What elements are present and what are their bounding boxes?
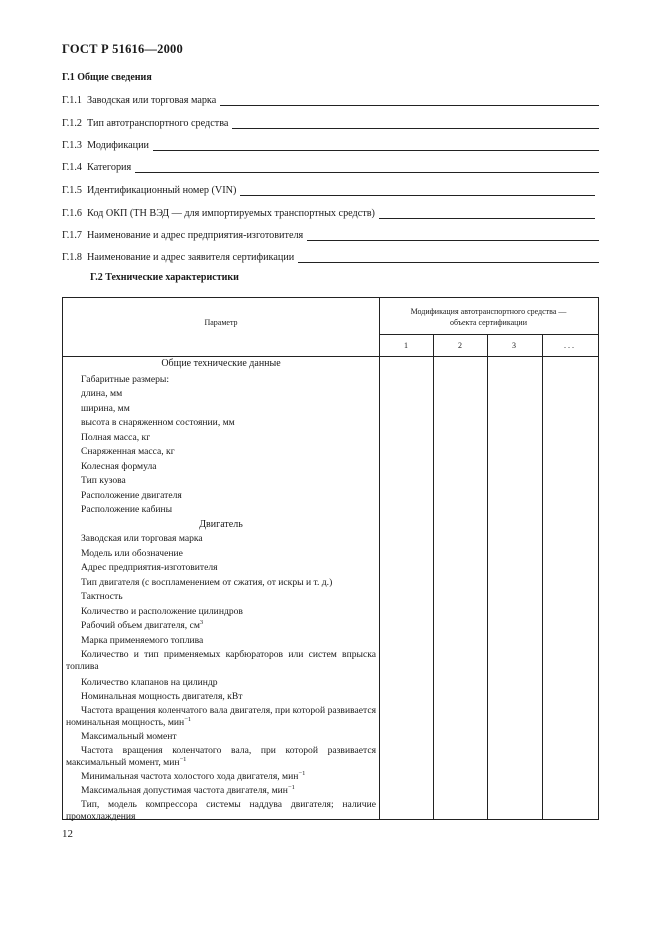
table-row	[66, 785, 376, 797]
field-label: Идентификационный номер (VIN)	[87, 185, 237, 196]
table-row: длина, мм	[81, 388, 123, 399]
param-header: Параметр	[204, 318, 238, 327]
column-3-header: 3	[512, 341, 516, 350]
table-row: Марка применяемого топлива	[81, 635, 204, 646]
fill-line	[232, 119, 599, 129]
column-divider	[487, 334, 488, 819]
field-number: Г.1.7	[62, 230, 83, 241]
group-title-engine: Двигатель	[199, 519, 243, 530]
superscript: −1	[179, 756, 187, 763]
fill-line	[298, 253, 599, 263]
document-header: ГОСТ Р 51616—2000	[62, 42, 183, 56]
technical-specs-table	[62, 297, 599, 820]
field-number: Г.1.8	[62, 252, 83, 263]
table-row: Тактность	[81, 591, 123, 602]
table-row: Расположение двигателя	[81, 490, 182, 501]
table-row: Адрес предприятия-изготовителя	[81, 562, 218, 573]
section-title-g1: Г.1 Общие сведения	[62, 72, 152, 83]
field-label: Тип автотранспортного средства	[87, 118, 229, 129]
modification-header	[379, 306, 598, 328]
field-number: Г.1.1	[62, 95, 83, 106]
table-row: Количество клапанов на цилиндр	[81, 677, 218, 688]
superscript: −1	[287, 784, 295, 791]
column-more-header: . . .	[564, 341, 574, 350]
modification-header-line1: Модификация автотранспортного средства —	[410, 307, 567, 316]
table-row: Колесная формула	[81, 461, 157, 472]
table-row	[66, 705, 376, 729]
table-row	[66, 620, 376, 632]
field-g1-7	[62, 227, 599, 241]
header-divider	[379, 334, 598, 335]
superscript: −1	[298, 770, 306, 777]
field-label: Наименование и адрес предприятия-изготовителя	[87, 230, 304, 241]
column-divider	[379, 298, 380, 819]
table-row: Габаритные размеры:	[81, 374, 170, 385]
page-number: 12	[62, 828, 73, 840]
table-row: Заводская или торговая марка	[81, 533, 203, 544]
row-text: Частота вращения коленчатого вала двигателя, при которой развивается номинальная мощность, мин	[66, 705, 376, 728]
fill-line	[220, 96, 599, 106]
table-row: Полная масса, кг	[81, 432, 151, 443]
table-row: Тип двигателя (с воспламенением от сжатия, от искры и т. д.)	[81, 577, 333, 588]
column-divider	[433, 334, 434, 819]
table-row	[66, 771, 376, 783]
modification-header-line2: объекта сертификации	[450, 318, 527, 327]
section-title-g2: Г.2 Технические характеристики	[90, 272, 239, 283]
table-row: Количество и расположение цилиндров	[81, 606, 243, 617]
row-text: Максимальная допустимая частота двигателя, мин	[81, 785, 288, 796]
field-label: Модификации	[87, 140, 149, 151]
column-2-header: 2	[458, 341, 462, 350]
field-label: Наименование и адрес заявителя сертификации	[87, 252, 295, 263]
field-number: Г.1.2	[62, 118, 83, 129]
table-row: высота в снаряженном состоянии, мм	[81, 417, 235, 428]
field-g1-5	[62, 182, 595, 196]
field-g1-6	[62, 205, 595, 219]
superscript: −1	[184, 716, 192, 723]
table-row: Тип, модель компрессора системы наддува двигателя; наличие промохлаждения	[66, 799, 376, 822]
field-label: Код ОКП (ТН ВЭД — для импортируемых транспортных средств)	[87, 208, 375, 219]
field-number: Г.1.6	[62, 208, 83, 219]
fill-line	[379, 209, 595, 219]
row-text: Частота вращения коленчатого вала, при которой развивается максимальный момент, мин	[66, 745, 376, 768]
fill-line	[135, 163, 599, 173]
field-g1-4	[62, 159, 599, 173]
fill-line	[307, 231, 599, 241]
field-number: Г.1.4	[62, 162, 83, 173]
table-row	[66, 745, 376, 769]
table-row: Номинальная мощность двигателя, кВт	[81, 691, 243, 702]
table-row: Расположение кабины	[81, 504, 173, 515]
field-g1-2	[62, 115, 599, 129]
row-text: Минимальная частота холостого хода двигателя, мин	[81, 771, 299, 782]
row-text: Рабочий объем двигателя, см	[81, 620, 200, 631]
table-row: ширина, мм	[81, 403, 130, 414]
table-row: Модель или обозначение	[81, 548, 183, 559]
field-g1-3	[62, 137, 599, 151]
table-row: Максимальный момент	[81, 731, 177, 742]
field-number: Г.1.5	[62, 185, 83, 196]
table-row: Снаряженная масса, кг	[81, 446, 175, 457]
header-bottom-line	[63, 356, 598, 357]
field-g1-8	[62, 249, 599, 263]
field-label: Заводская или торговая марка	[87, 95, 217, 106]
table-row: Количество и тип применяемых карбюраторов или систем впрыска топлива	[66, 649, 376, 672]
fill-line	[240, 186, 595, 196]
superscript: 3	[199, 619, 204, 626]
table-row: Тип кузова	[81, 475, 126, 486]
group-title-general: Общие технические данные	[161, 358, 281, 369]
field-g1-1	[62, 92, 599, 106]
column-1-header: 1	[404, 341, 408, 350]
field-number: Г.1.3	[62, 140, 83, 151]
fill-line	[153, 141, 599, 151]
column-divider	[542, 334, 543, 819]
field-label: Категория	[87, 162, 132, 173]
